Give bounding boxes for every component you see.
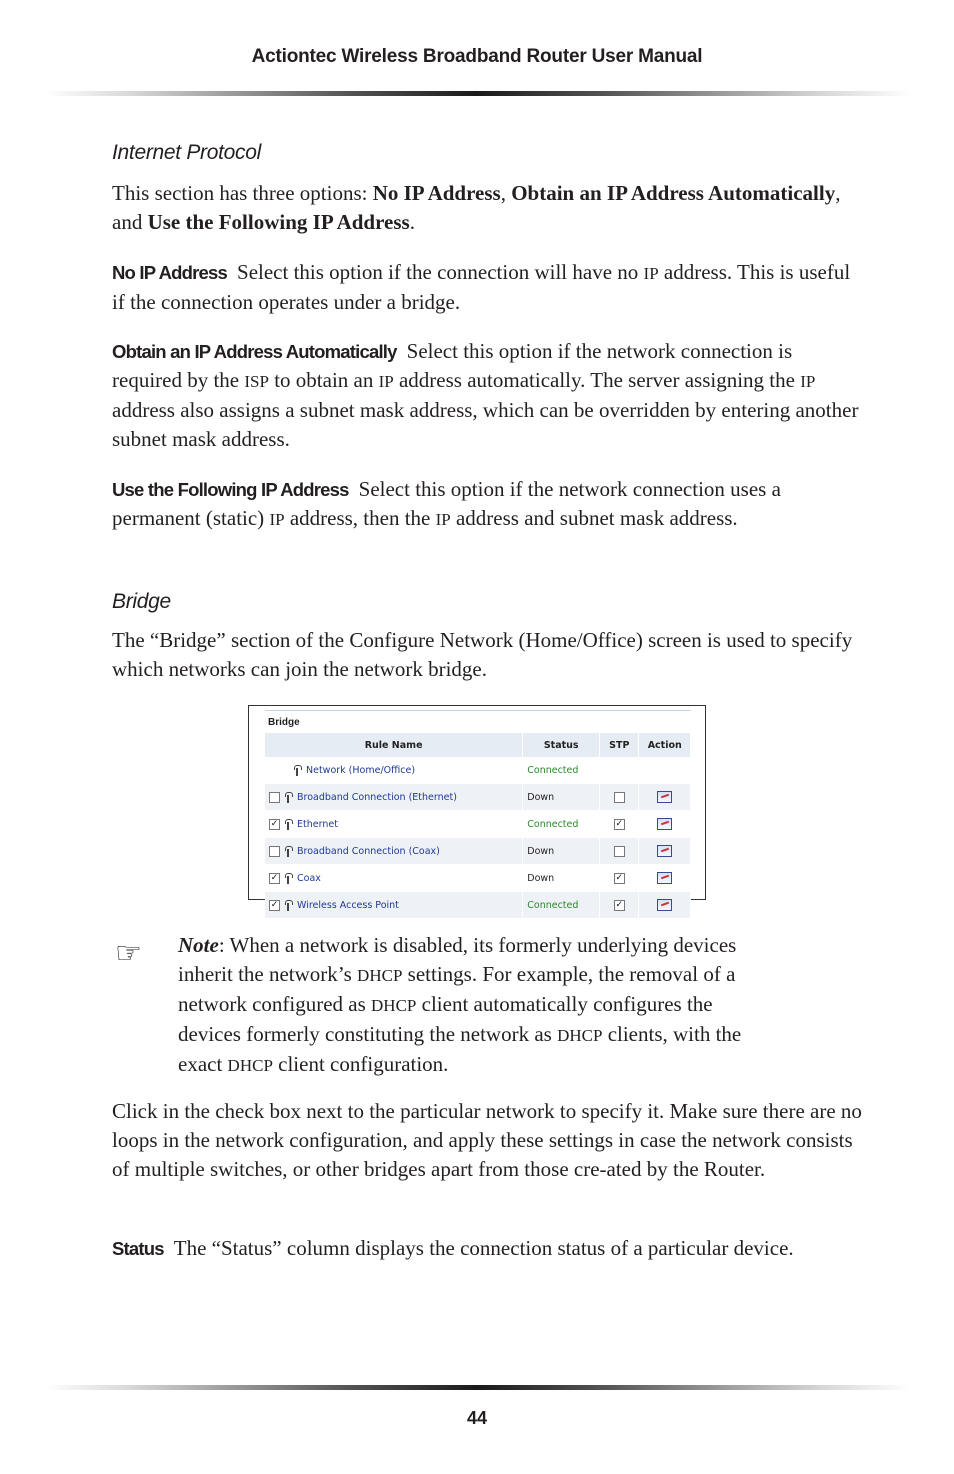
stp-cell xyxy=(600,838,639,865)
header-rule xyxy=(44,91,910,96)
table-row xyxy=(265,757,691,784)
edit-icon[interactable] xyxy=(657,845,672,857)
rule-name-label[interactable]: Network (Home/Office) xyxy=(306,764,416,776)
edit-icon[interactable] xyxy=(657,872,672,884)
use-following-ip-paragraph: Use the Following IP Address Select this option if the network connection uses a permanent (static) IP address, then the IP address and subnet mask address. xyxy=(112,477,781,530)
status-paragraph: Status The “Status” column displays the connection status of a particular device. xyxy=(112,1236,794,1260)
internet-protocol-intro: This section has three options: No IP Address, Obtain an IP Address Automatically, and Use the Following IP Address. xyxy=(112,181,841,234)
obtain-ip-paragraph: Obtain an IP Address Automatically Select this option if the network connection is required by the ISP to obtain an IP address automatically. The server assigning the IP address also assigns a subnet mask address, which can be overridden by entering another subnet mask address. xyxy=(112,339,859,451)
status-cell: Down xyxy=(523,838,600,865)
network-icon xyxy=(293,765,301,776)
bridge-checkbox[interactable] xyxy=(269,792,280,803)
table-row xyxy=(265,865,691,892)
action-cell xyxy=(639,892,691,919)
column-header-rule-name: Rule Name xyxy=(265,733,523,757)
stp-checkbox[interactable] xyxy=(614,792,625,803)
running-header: Actiontec Wireless Broadband Router User Manual xyxy=(251,46,703,67)
rule-name-cell xyxy=(265,811,523,838)
action-cell xyxy=(639,757,691,784)
status-term: Status xyxy=(112,1238,164,1259)
stp-cell xyxy=(600,811,639,838)
column-header-stp: STP xyxy=(600,733,639,757)
stp-checkbox[interactable] xyxy=(614,819,625,830)
bridge-intro: The “Bridge” section of the Configure Network (Home/Office) screen is used to specify which networks can join the network bridge. xyxy=(112,628,853,681)
edit-icon[interactable] xyxy=(657,818,672,830)
note-label: Note xyxy=(178,933,219,957)
bridge-table-title: Bridge xyxy=(265,710,691,733)
bridge-checkbox[interactable] xyxy=(269,900,280,911)
page-number: 44 xyxy=(466,1408,488,1428)
status-cell: Connected xyxy=(523,757,600,784)
rule-name-cell xyxy=(265,838,523,865)
table-row xyxy=(265,892,691,919)
internet-protocol-heading: Internet Protocol xyxy=(112,141,261,164)
column-header-status: Status xyxy=(523,733,600,757)
stp-checkbox[interactable] xyxy=(614,873,625,884)
edit-icon[interactable] xyxy=(657,791,672,803)
network-icon xyxy=(284,819,292,830)
rule-name-cell xyxy=(265,784,523,811)
use-following-ip-term: Use the Following IP Address xyxy=(112,479,349,500)
table-row xyxy=(265,784,691,811)
rule-name-cell xyxy=(265,892,523,919)
click-checkbox-paragraph: Click in the check box next to the particular network to specify it. Make sure there are no loops in the network configuration, and apply these settings in case the network consists of multiple switches, or other bridges apart from those cre-ated by the Router. xyxy=(112,1099,862,1181)
pointing-hand-icon: ☞ xyxy=(115,936,142,971)
rule-name-label[interactable]: Ethernet xyxy=(297,818,338,830)
no-ip-address-paragraph: No IP Address Select this option if the connection will have no IP address. This is useful if the connection operates under a bridge. xyxy=(112,260,851,314)
stp-cell xyxy=(600,757,639,784)
stp-cell xyxy=(600,784,639,811)
action-cell xyxy=(639,865,691,892)
stp-cell xyxy=(600,892,639,919)
action-cell xyxy=(639,811,691,838)
column-header-action: Action xyxy=(639,733,691,757)
rule-name-cell xyxy=(265,865,523,892)
network-icon xyxy=(284,846,292,857)
stp-cell xyxy=(600,865,639,892)
obtain-ip-term: Obtain an IP Address Automatically xyxy=(112,341,397,362)
bridge-checkbox[interactable] xyxy=(269,819,280,830)
bridge-screenshot xyxy=(248,705,706,911)
bridge-table xyxy=(265,733,691,919)
action-cell xyxy=(639,838,691,865)
bridge-checkbox[interactable] xyxy=(269,846,280,857)
status-cell: Connected xyxy=(523,892,600,919)
rule-name-label[interactable]: Broadband Connection (Coax) xyxy=(297,845,440,857)
edit-icon[interactable] xyxy=(657,899,672,911)
network-icon xyxy=(284,900,292,911)
network-icon xyxy=(284,873,292,884)
rule-name-cell xyxy=(265,757,523,784)
stp-checkbox[interactable] xyxy=(614,846,625,857)
status-cell: Connected xyxy=(523,811,600,838)
rule-name-label[interactable]: Wireless Access Point xyxy=(297,899,399,911)
table-row xyxy=(265,838,691,865)
no-ip-address-term: No IP Address xyxy=(112,262,228,283)
rule-name-label[interactable]: Broadband Connection (Ethernet) xyxy=(297,791,457,803)
bridge-heading: Bridge xyxy=(112,590,171,613)
bridge-checkbox[interactable] xyxy=(269,873,280,884)
footer-rule xyxy=(44,1385,910,1390)
note-paragraph: Note: When a network is disabled, its formerly underlying devices inherit the network’s DHCP settings. For example, the removal of a network configured as DHCP client automatically configures the devices formerly constituting the network as DHCP clients, with the exact DHCP client configuration. xyxy=(178,933,742,1076)
network-icon xyxy=(284,792,292,803)
table-row xyxy=(265,811,691,838)
rule-name-label[interactable]: Coax xyxy=(297,872,321,884)
action-cell xyxy=(639,784,691,811)
stp-checkbox[interactable] xyxy=(614,900,625,911)
status-cell: Down xyxy=(523,865,600,892)
status-cell: Down xyxy=(523,784,600,811)
